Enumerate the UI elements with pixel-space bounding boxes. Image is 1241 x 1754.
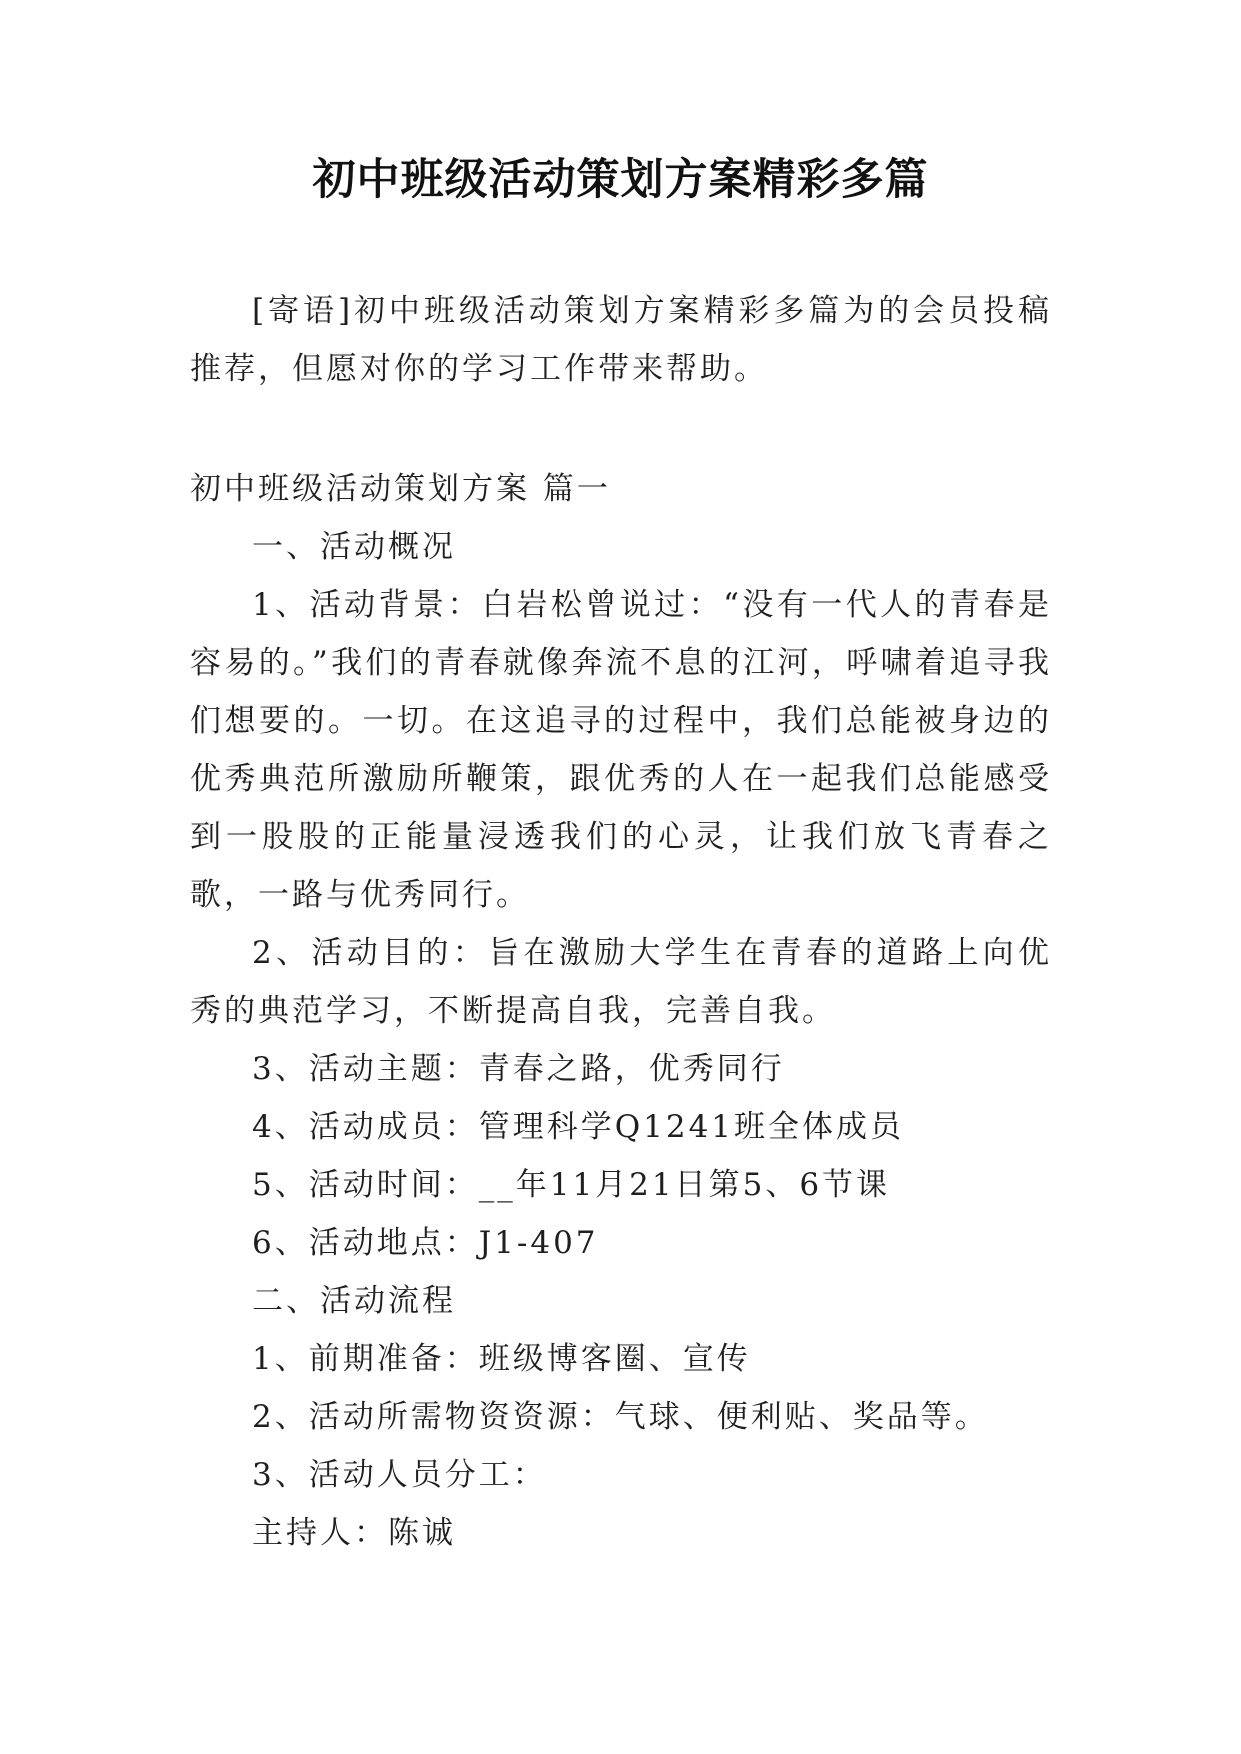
item-activity-members: 4、活动成员：管理科学Q1241班全体成员	[252, 1109, 905, 1145]
main-content	[190, 460, 1052, 1562]
item-activity-theme: 3、活动主题：青春之路，优秀同行	[252, 1051, 785, 1087]
item-host: 主持人：陈诚	[252, 1515, 456, 1551]
heading-activity-process: 二、活动流程	[252, 1283, 456, 1319]
item-activity-location: 6、活动地点：J1-407	[252, 1225, 599, 1261]
item-activity-time: 5、活动时间：__年11月21日第5、6节课	[252, 1167, 891, 1203]
intro-block	[190, 282, 1052, 398]
paragraph-activity-purpose: 2、活动目的：旨在激励大学生在青春的道路上向优秀的典范学习，不断提高自我，完善自我。	[190, 935, 1052, 1029]
item-preparation: 1、前期准备：班级博客圈、宣传	[252, 1341, 751, 1377]
item-staff-division: 3、活动人员分工：	[252, 1457, 547, 1493]
section-heading: 初中班级活动策划方案 篇一	[190, 471, 611, 507]
paragraph-activity-background: 1、活动背景：白岩松曾说过：“没有一代人的青春是容易的。”我们的青春就像奔流不息的江河，呼啸着追寻我们想要的。一切。在这追寻的过程中，我们总能被身边的优秀典范所激励所鞭策，跟优秀的人在一起我们总能感受到一股股的正能量浸透我们的心灵，让我们放飞青春之歌，一路与优秀同行。	[190, 587, 1052, 913]
item-materials: 2、活动所需物资资源：气球、便利贴、奖品等。	[252, 1399, 989, 1435]
intro-paragraph: [寄语]初中班级活动策划方案精彩多篇为的会员投稿推荐，但愿对你的学习工作带来帮助。	[190, 293, 1052, 387]
document-title: 初中班级活动策划方案精彩多篇	[312, 155, 929, 205]
heading-activity-overview: 一、活动概况	[252, 529, 456, 565]
